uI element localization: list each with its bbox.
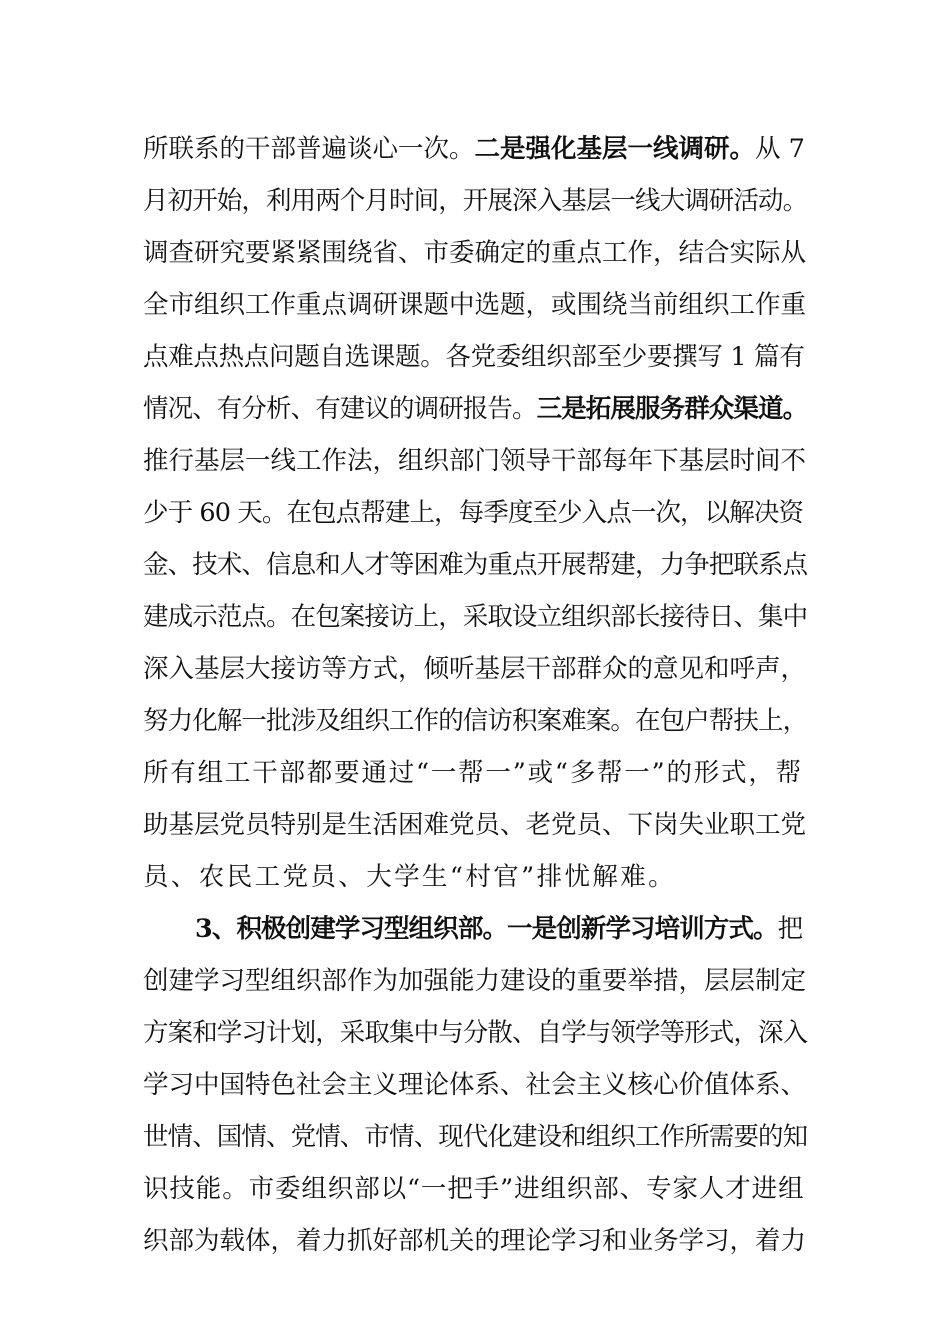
- text-segment: 月初开始，利用两个月时间，开展深入基层一线大调研活动。: [143, 186, 808, 216]
- bold-heading-segment: 3、积极创建学习型组织部。一是创新学习培训方式。: [195, 914, 778, 944]
- section-heading-line: [195, 909, 802, 949]
- text-line-1: [143, 129, 805, 169]
- text-line-14: [143, 805, 806, 845]
- text-segment: 建成示范点。在包案接访上，采取设立组织部长接待日、集中: [143, 602, 808, 632]
- text-segment: 创建学习型组织部作为加强能力建设的重要举措，层层制定: [143, 966, 807, 996]
- text-segment: 推行基层一线工作法，组织部门领导干部每年下基层时间不: [143, 446, 807, 476]
- text-line-12: [143, 701, 807, 741]
- text-line-9: [143, 545, 807, 585]
- text-segment: 少于 60 天。在包点帮建上，每季度至少入点一次，以解决资: [143, 498, 804, 528]
- text-segment: 织部为载体，着力抓好部机关的理论学习和业务学习，着力: [143, 1226, 807, 1256]
- text-line-3: [143, 233, 806, 273]
- text-line-18: [143, 1013, 807, 1053]
- text-line-15: [143, 857, 676, 897]
- text-segment: 助基层党员特别是生活困难党员、老党员、下岗失业职工党: [143, 810, 807, 840]
- text-line-4: [143, 285, 806, 325]
- text-line-21: [143, 1169, 804, 1209]
- text-segment: 方案和学习计划，采取集中与分散、自学与领学等形式，深入: [143, 1018, 808, 1048]
- text-segment: 所有组工干部都要通过“一帮一”或“多帮一”的形式，帮: [143, 758, 803, 788]
- text-segment: 金、技术、信息和人才等困难为重点开展帮建，力争把联系点: [143, 550, 808, 580]
- bold-heading-segment: 二是强化基层一线调研。: [474, 134, 756, 164]
- text-line-19: [143, 1065, 806, 1105]
- text-line-5: [143, 337, 805, 377]
- text-line-13: [143, 753, 803, 793]
- text-segment: 识技能。市委组织部以“一把手”进组织部、专家人才进组: [143, 1174, 805, 1204]
- text-segment: 所联系的干部普遍谈心一次。: [143, 134, 475, 164]
- text-segment: 把: [777, 914, 803, 944]
- text-segment: 世情、国情、党情、市情、现代化建设和组织工作所需要的知: [143, 1122, 808, 1152]
- text-line-6: [143, 389, 807, 429]
- text-segment: 从 7: [755, 134, 805, 164]
- text-segment: 全市组织工作重点调研课题中选题，或围绕当前组织工作重: [143, 290, 807, 320]
- text-line-8: [143, 493, 803, 533]
- text-line-20: [143, 1117, 807, 1157]
- text-line-11: [143, 649, 806, 689]
- text-line-2: [143, 181, 807, 221]
- text-segment: 努力化解一批涉及组织工作的信访积案难案。在包户帮扶上，: [143, 706, 808, 736]
- bold-heading-segment: 三是拓展服务群众渠道。: [536, 394, 808, 424]
- text-line-22: [143, 1221, 806, 1261]
- text-segment: 学习中国特色社会主义理论体系、社会主义核心价值体系、: [143, 1070, 807, 1100]
- text-segment: 情况、有分析、有建议的调研报告。: [143, 394, 537, 424]
- text-segment: 员、农民工党员、大学生“村官”排忧解难。: [143, 862, 677, 892]
- text-line-17: [143, 961, 806, 1001]
- text-segment: 点难点热点问题自选课题。各党委组织部至少要撰写 1 篇有: [143, 342, 805, 372]
- text-line-10: [143, 597, 807, 637]
- text-line-7: [143, 441, 806, 481]
- text-segment: 深入基层大接访等方式，倾听基层干部群众的意见和呼声，: [143, 654, 807, 684]
- text-segment: 调查研究要紧紧围绕省、市委确定的重点工作，结合实际从: [143, 238, 807, 268]
